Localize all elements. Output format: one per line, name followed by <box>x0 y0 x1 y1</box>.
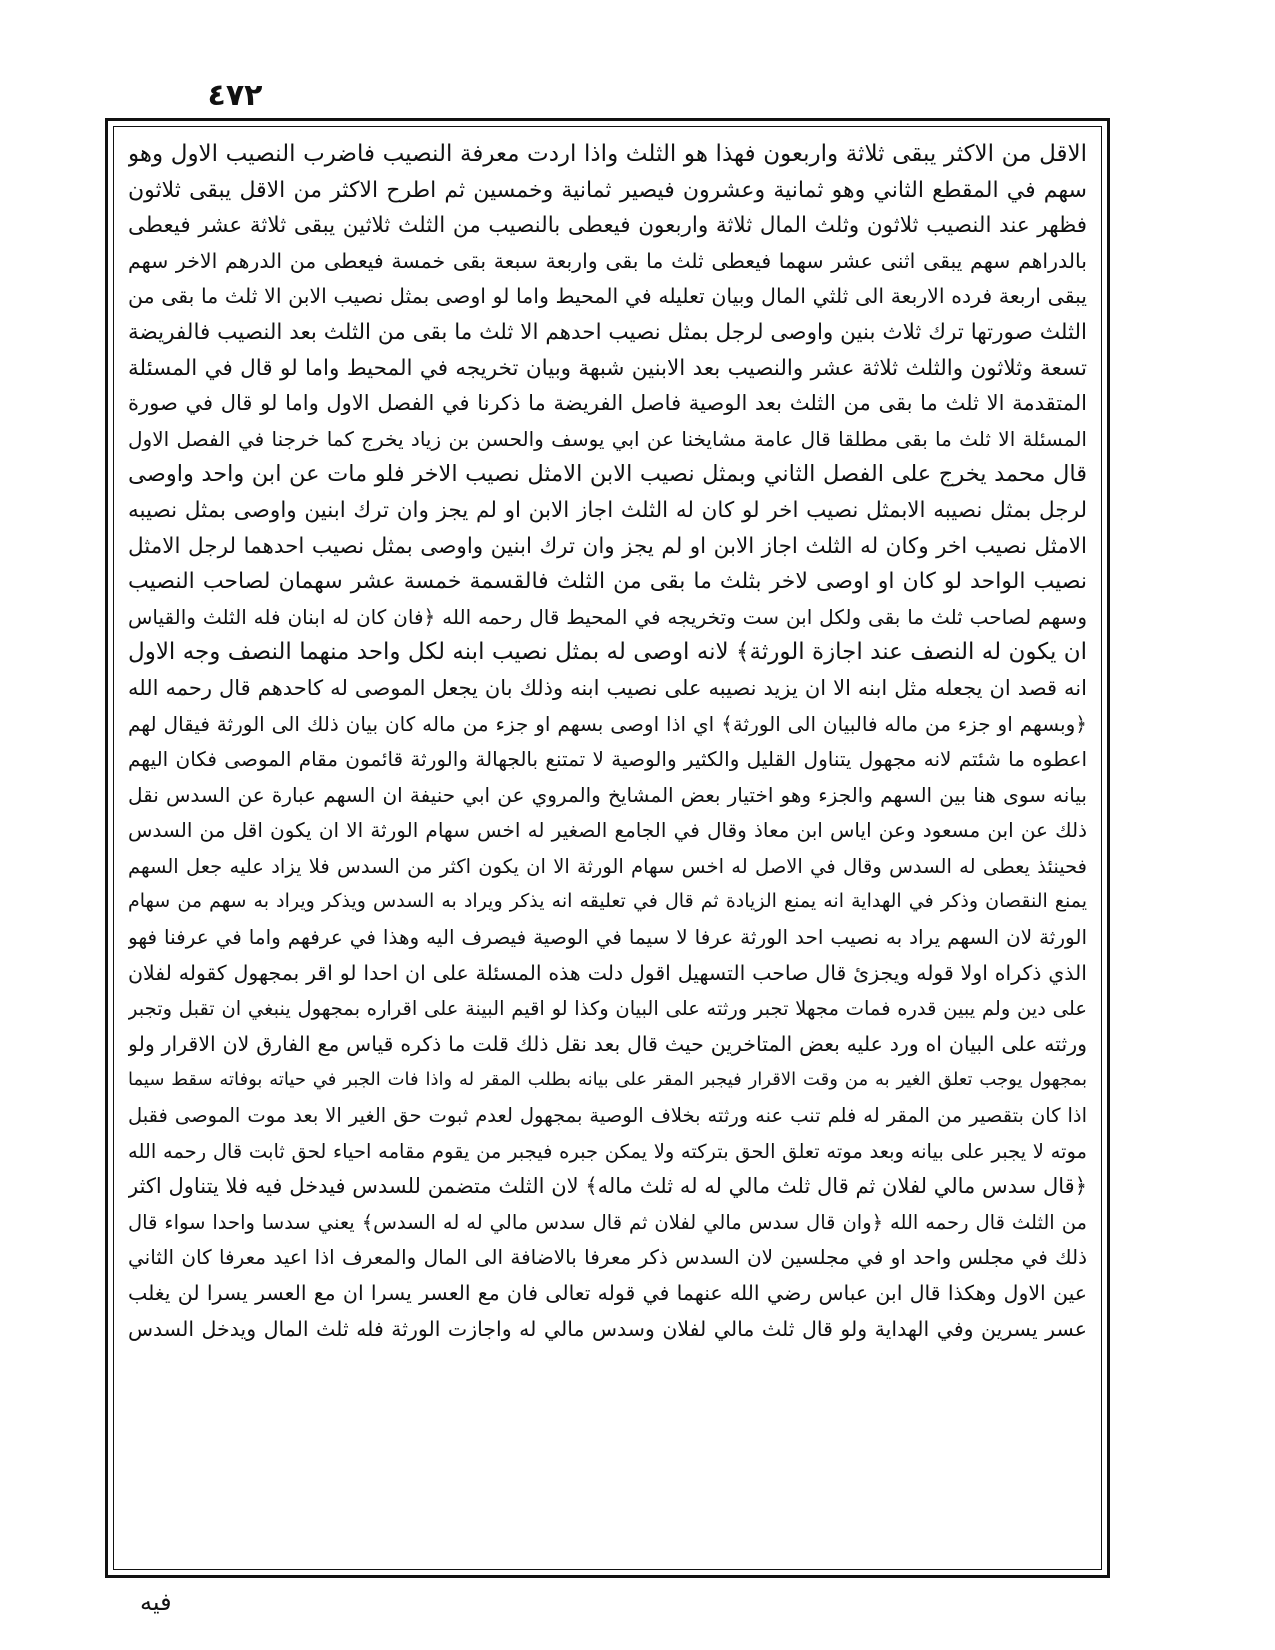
text-line: لرجل بمثل نصيبه الابمثل نصيب اخر لو كان له الثلث اجاز الابن او لم يجز وان ترك ابنين واوصى بمثل نصيبه <box>128 497 1087 523</box>
text-line: فظهر عند النصيب ثلاثون وثلث المال ثلاثة واربعون فيعطى بالنصيب من الثلث ثلاثين يبقى ثلاثة عشر فيعطى <box>128 213 1087 239</box>
text-line: عين الاول وهكذا قال ابن عباس رضي الله عنهما في قوله تعالى فان مع العسر يسرا ان مع العسر يسرا لن يغلب <box>128 1281 1087 1305</box>
text-line: من الثلث قال رحمه الله ﴿وان قال سدس مالي لفلان ثم قال سدس مالي له له السدس﴾ يعني سدسا واحدا سواء قال <box>128 1210 1087 1234</box>
page-frame <box>105 118 1110 1578</box>
text-line: موته لا يجبر على بيانه وبعد موته تعلق الحق بتركته ولا يمكن جبره فيجبر من يقوم مقامه احياء لحق ثابت قال رحمه الله <box>128 1139 1087 1163</box>
text-line: فحينئذ يعطى له السدس وقال في الاصل له اخس سهام الورثة الا ان يكون اكثر من السدس فلا يزاد عليه جعل السهم <box>128 854 1087 878</box>
text-line: تسعة وثلاثون والثلث ثلاثة عشر والنصيب بعد الابنين شبهة وبيان تخريجه في المحيط واما لو قال في المسئلة <box>128 355 1087 381</box>
text-line: الاقل من الاكثر يبقى ثلاثة واربعون فهذا هو الثلث واذا اردت معرفة النصيب فاضرب النصيب الاول وهو <box>128 141 1087 167</box>
text-line: الامثل نصيب اخر وكان له الثلث اجاز الابن او لم يجز وان ترك ابنين واوصى بمثل نصيب احدهما لرجل الامثل <box>128 533 1087 559</box>
text-line: ﴿وبسهم او جزء من ماله فالبيان الى الورثة﴾ اي اذا اوصى بسهم او جزء من ماله كان بيان ذلك الى الورثة فيقال لهم <box>128 711 1087 736</box>
text-line: ان يكون له النصف عند اجازة الورثة﴾ لانه اوصى له بمثل نصيب ابنه لكل واحد منهما النصف وجه الاول <box>128 639 1087 666</box>
text-line: عسر يسرين وفي الهداية ولو قال ثلث مالي لفلان وسدس مالي له واجازت الورثة فله ثلث المال ويدخل السدس <box>128 1316 1087 1341</box>
text-line: على دين ولم يبين قدره فمات مجهلا تجبر ورثته على البيان وكذا لو اقيم البينة على اقراره بمجهول ينبغي ان تقبل وتجبر <box>128 997 1087 1021</box>
main-text <box>128 137 1087 1347</box>
text-line: الثلث صورتها ترك ثلاث بنين واوصى لرجل بمثل نصيب احدهم الا ثلث ما بقى من الثلث بعد النصيب فالفريضة <box>128 319 1087 345</box>
text-line: المسئلة الا ثلث ما بقى مطلقا قال عامة مشايخنا عن ابي يوسف والحسن بن زياد يخرج كما خرجنا في الفصل الاول <box>128 426 1087 451</box>
text-line: اعطوه ما شئتم لانه مجهول يتناول القليل والكثير والوصية لا تمتنع بالجهالة والورثة قائمون مقام الموصى فكان اليهم <box>128 747 1087 772</box>
text-line: قال محمد يخرج على الفصل الثاني وبمثل نصيب الابن الامثل نصيب الاخر فلو مات عن ابن واحد واوصى <box>128 461 1087 488</box>
catchword: فيه <box>140 1588 172 1616</box>
text-line: ورثته على البيان اه ورد عليه بعض المتاخرين حيث قال بعد نقل ذلك قلت ما ذكره قياس مع الفارق لان الاقرار ولو <box>128 1031 1087 1056</box>
text-line: نصيب الواحد لو كان او اوصى لاخر بثلث ما بقى من الثلث فالقسمة خمسة عشر سهمان لصاحب النصيب <box>128 569 1087 595</box>
text-line: وسهم لصاحب ثلث ما بقى ولكل ابن ست وتخريجه في المحيط قال رحمه الله ﴿فان كان له ابنان فله الثلث والقياس <box>128 604 1087 629</box>
text-line: ذلك في مجلس واحد او في مجلسين لان السدس ذكر معرفا بالاضافة الى المال والمعرف اذا اعيد معرفا كان الثاني <box>128 1245 1087 1270</box>
text-line: الذي ذكراه اولا قوله ويجزئ قال صاحب التسهيل اقول دلت هذه المسئلة على ان احدا لو اقر بمجهول كقوله لفلان <box>128 960 1087 985</box>
text-line: انه قصد ان يجعله مثل ابنه الا ان يزيد نصيبه على نصيب ابنه وذلك بان يجعل الموصى له كاحدهم قال رحمه الله <box>128 675 1087 700</box>
text-line: اذا كان بتقصير من المقر له فلم تنب عنه ورثته بخلاف الوصية بمجهول لعدم ثبوت حق الغير الا بعد موت الموصى فقبل <box>128 1104 1087 1128</box>
text-line: الورثة لان السهم يراد به نصيب احد الورثة عرفا لا سيما في الوصية فيصرف اليه وهذا في عرفهم واما في عرفنا فهو <box>128 925 1087 950</box>
text-frame <box>113 126 1102 1570</box>
text-line: يبقى اربعة فرده الاربعة الى ثلثي المال وبيان تعليله في المحيط واما لو اوصى بمثل نصيب الابن الا ثلث ما بقى من <box>128 284 1087 309</box>
text-line: ذلك عن ابن مسعود وعن اياس ابن معاذ وقال في الجامع الصغير له اخس سهام الورثة الا ان يكون اقل من السدس <box>128 818 1087 843</box>
text-line: بالدراهم سهم يبقى اثنى عشر سهما فيعطى ثلث ما بقى واربعة سبعة بقى خمسة فيعطى من الدرهم الاخر سهم <box>128 248 1087 273</box>
page-number: ٤٧٢ <box>207 78 263 113</box>
text-line: بيانه سوى هنا بين السهم والجزء وهو اختيار بعض المشايخ والمروي عن ابي حنيفة ان السهم عبارة عن السدس نقل <box>128 782 1087 807</box>
text-line: يمنع النقصان وذكر في الهداية انه يمنع الزيادة ثم قال في تعليقه انه يذكر ويراد به السدس ويذكر ويراد به سهم من سهام <box>128 890 1087 913</box>
text-line: ﴿قال سدس مالي لفلان ثم قال ثلث مالي له له ثلث ماله﴾ لان الثلث متضمن للسدس فيدخل فيه فلا يتناول اكثر <box>128 1174 1087 1199</box>
text-line: سهم في المقطع الثاني وهو ثمانية وعشرون فيصير ثمانية وخمسين ثم اطرح الاكثر من الاقل يبقى ثلاثون <box>128 177 1087 203</box>
text-line: المتقدمة الا ثلث ما بقى من الثلث بعد الوصية فاصل الفريضة ما ذكرنا في الفصل الاول واما لو قال في صورة <box>128 391 1087 416</box>
text-line: بمجهول يوجب تعلق الغير به من وقت الاقرار فيجبر المقر على بيانه بطلب المقر له واذا فات الجبر في حياته بوفاته سقط سيما <box>128 1069 1087 1091</box>
